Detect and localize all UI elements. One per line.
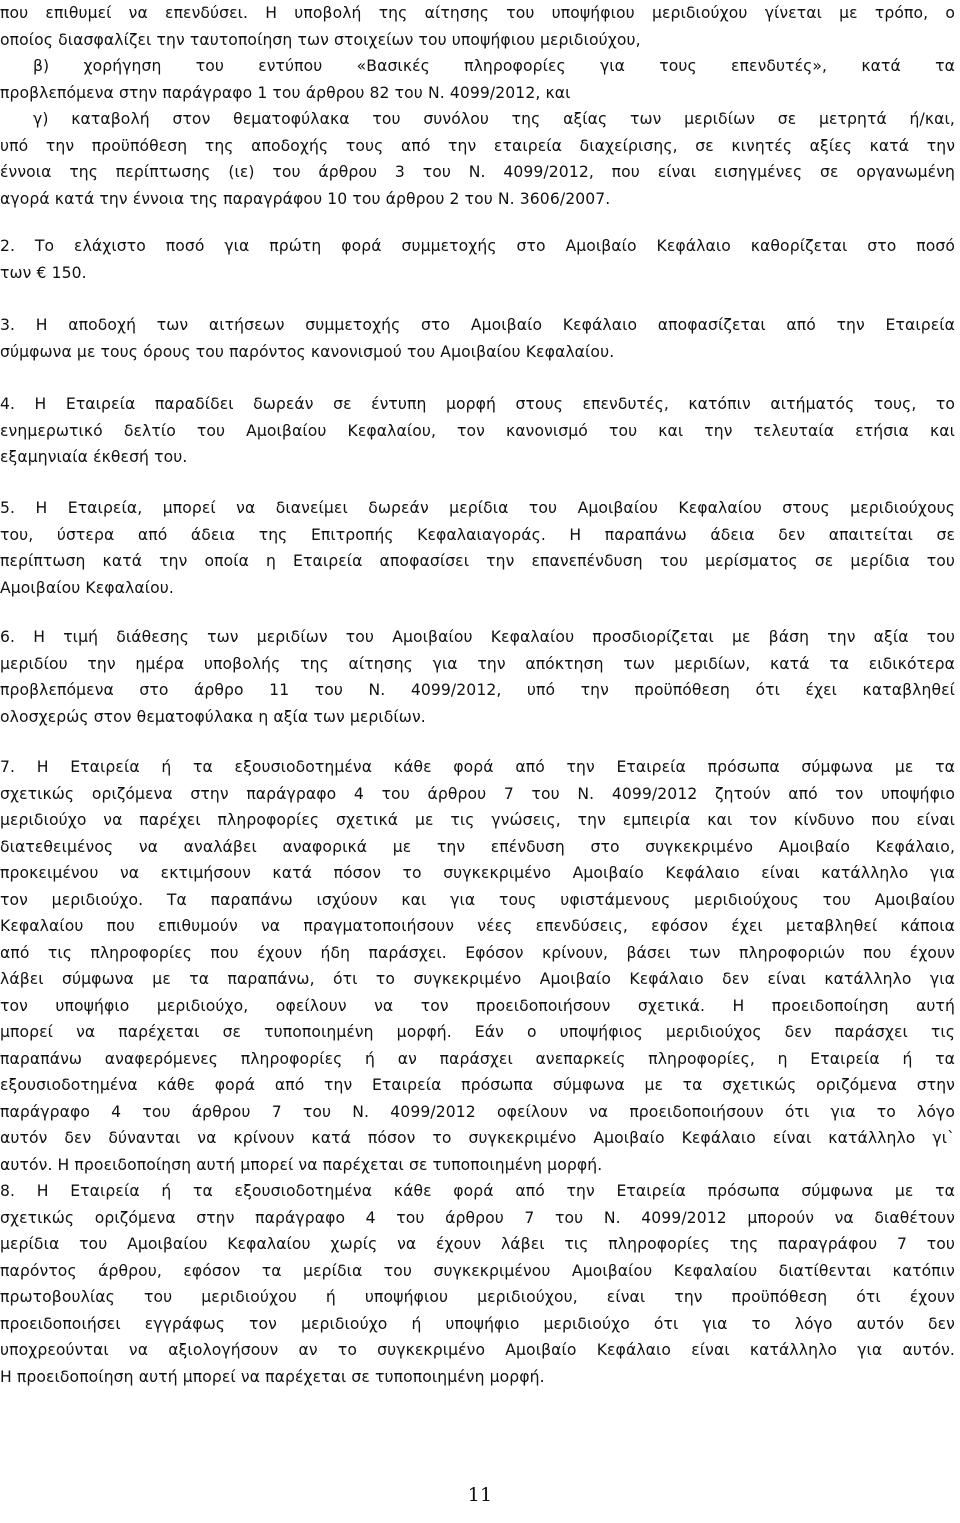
paragraph-5 bbox=[0, 495, 955, 601]
text-line: β) χορήγηση του εντύπου «Βασικές πληροφορίες για τους επενδυτές», κατά τα bbox=[33, 57, 955, 75]
text-line: που επιθυμεί να επενδύσει. Η υποβολή της αίτησης του υποψήφιου μεριδιούχου γίνεται με τρόπο, ο bbox=[0, 4, 955, 22]
text-line: μεριδίου την ημέρα υποβολής της αίτησης για την απόκτηση των μεριδίων, κατά τα ειδικότερα bbox=[0, 654, 955, 673]
paragraph-7 bbox=[0, 754, 955, 1178]
text-line: έννοια της περίπτωσης (ιε) του άρθρου 3 του Ν. 4099/2012, που είναι εισηγμένες σε οργανωμένη bbox=[0, 163, 955, 181]
text-line: τον μεριδιούχο. Τα παραπάνω ισχύουν και για τους υφιστάμενους μεριδιούχους του Αμοιβαίου bbox=[0, 890, 955, 909]
text-line: 2. Το ελάχιστο ποσό για πρώτη φορά συμμετοχής στο Αμοιβαίο Κεφάλαιο καθορίζεται στο ποσό bbox=[0, 237, 955, 255]
text-line: Αμοιβαίου Κεφαλαίου. bbox=[0, 578, 174, 597]
text-line: προβλεπόμενα στην παράγραφο 1 του άρθρου 82 του Ν. 4099/2012, και bbox=[0, 83, 571, 102]
text-line: γ) καταβολή στον θεματοφύλακα του συνόλου της αξίας των μεριδίων σε μετρητά ή/και, bbox=[33, 110, 955, 128]
text-line: λάβει σύμφωνα με τα παραπάνω, ότι το συγκεκριμένο Αμοιβαίο Κεφάλαιο δεν είναι κατάλληλο για bbox=[0, 970, 955, 988]
text-line: αυτόν. Η προειδοποίηση αυτή μπορεί να παρέχεται σε τυποποιημένη μορφή. bbox=[0, 1155, 603, 1174]
text-line: σχετικώς οριζόμενα στην παράγραφο 4 του άρθρου 7 του Ν. 4099/2012 μπορούν να διαθέτουν bbox=[0, 1208, 955, 1227]
text-line: υπό την προϋπόθεση της αποδοχής τους από την εταιρεία διαχείρισης, σε κινητές αξίες κατά την bbox=[0, 136, 955, 155]
text-line: αυτόν δεν δύνανται να κρίνουν κατά πόσον το συγκεκριμένο Αμοιβαίο Κεφάλαιο είναι κατάλληλο γι` bbox=[0, 1129, 955, 1147]
paragraph-3 bbox=[0, 312, 955, 365]
text-line: διατεθειμένος να αναλάβει αναφορικά με την επένδυση στο συγκεκριμένο Αμοιβαίο Κεφάλαιο, bbox=[0, 837, 955, 856]
text-line: παράγραφο 4 του άρθρου 7 του Ν. 4099/2012 οφείλουν να προειδοποιήσουν ότι για το λόγο bbox=[0, 1102, 955, 1121]
text-line: του, ύστερα από άδεια της Επιτροπής Κεφαλαιαγοράς. Η παραπάνω άδεια δεν απαιτείται σε bbox=[0, 525, 955, 544]
text-line: 8. Η Εταιρεία ή τα εξουσιοδοτημένα κάθε φορά από την Εταιρεία πρόσωπα σύμφωνα με τα bbox=[0, 1182, 955, 1200]
text-line: των € 150. bbox=[0, 263, 87, 282]
text-line: πρωτοβουλίας του μεριδιούχου ή υποψήφιου μεριδιούχου, είναι την προϋπόθεση ότι έχουν bbox=[0, 1288, 955, 1306]
text-line: υποχρεούνται να αξιολογήσουν αν το συγκεκριμένο Αμοιβαίο Κεφάλαιο είναι κατάλληλο για αυτόν. bbox=[0, 1341, 955, 1359]
text-line: προειδοποιήσει εγγράφως τον μεριδιούχο ή υποψήφιο μεριδιούχο ότι για το λόγο αυτόν δεν bbox=[0, 1314, 955, 1333]
text-line: προβλεπόμενα στο άρθρο 11 του Ν. 4099/2012, υπό την προϋπόθεση ότι έχει καταβληθεί bbox=[0, 681, 955, 699]
text-line: 3. Η αποδοχή των αιτήσεων συμμετοχής στο Αμοιβαίο Κεφάλαιο αποφασίζεται από την Εταιρεία bbox=[0, 316, 955, 334]
text-line: σύμφωνα με τους όρους του παρόντος κανονισμού του Αμοιβαίου Κεφαλαίου. bbox=[0, 342, 615, 361]
text-line: προκειμένου να εκτιμήσουν κατά πόσον το συγκεκριμένο Αμοιβαίο Κεφάλαιο είναι κατάλληλο για bbox=[0, 864, 955, 882]
text-line: ενημερωτικό δελτίο του Αμοιβαίου Κεφαλαίου, τον κανονισμό του και την τελευταία ετήσια και bbox=[0, 421, 955, 440]
text-line: 5. Η Εταιρεία, μπορεί να διανείμει δωρεάν μερίδια του Αμοιβαίου Κεφαλαίου στους μεριδιούχους bbox=[0, 499, 955, 517]
text-line: Κεφαλαίου που επιθυμούν να πραγματοποιήσουν νέες επενδύσεις, εφόσον έχει μεταβληθεί κάποια bbox=[0, 917, 955, 935]
text-line: παραπάνω αναφερόμενες πληροφορίες ή αν παράσχει ανεπαρκείς πληροφορίες, η Εταιρεία ή τα bbox=[0, 1049, 955, 1068]
text-line: εξουσιοδοτημένα κάθε φορά από την Εταιρεία πρόσωπα σύμφωνα με τα σχετικώς οριζόμενα στην bbox=[0, 1076, 955, 1094]
text-line: αγορά κατά την έννοια της παραγράφου 10 του άρθρου 2 του Ν. 3606/2007. bbox=[0, 189, 611, 208]
intro-section bbox=[0, 0, 955, 212]
text-line: τον υποψήφιο μεριδιούχο, οφείλουν να τον προειδοποιήσουν σχετικά. Η προειδοποίηση αυτή bbox=[0, 996, 955, 1015]
paragraph-8 bbox=[0, 1178, 955, 1390]
text-line: σχετικώς οριζόμενα στην παράγραφο 4 του άρθρου 7 του Ν. 4099/2012 ζητούν από τον υποψήφιο bbox=[0, 784, 955, 803]
paragraph-2 bbox=[0, 233, 955, 286]
text-line: περίπτωση κατά την οποία η Εταιρεία αποφασίσει την επανεπένδυση του μερίσματος σε μερίδια του bbox=[0, 552, 955, 570]
text-line: από τις πληροφορίες που έχουν ήδη παράσχει. Εφόσον κρίνουν, βάσει των πληροφοριών που έχουν bbox=[0, 943, 955, 962]
text-line: 4. Η Εταιρεία παραδίδει δωρεάν σε έντυπη μορφή στους επενδυτές, κατόπιν αιτήματός τους, το bbox=[0, 395, 955, 413]
text-line: μπορεί να παρέχεται σε τυποποιημένη μορφή. Εάν ο υποψήφιος μεριδιούχος δεν παράσχει τις bbox=[0, 1023, 955, 1041]
text-line: Η προειδοποίηση αυτή μπορεί να παρέχεται σε τυποποιημένη μορφή. bbox=[0, 1367, 545, 1386]
paragraph-4 bbox=[0, 391, 955, 471]
text-line: μερίδια του Αμοιβαίου Κεφαλαίου χωρίς να έχουν λάβει τις πληροφορίες της παραγράφου 7 του bbox=[0, 1235, 955, 1253]
page-number: 11 bbox=[467, 1484, 493, 1506]
text-line: εξαμηνιαία έκθεσή του. bbox=[0, 448, 188, 466]
text-line: οποίος διασφαλίζει την ταυτοποίηση των στοιχείων του υποψήφιου μεριδιούχου, bbox=[0, 30, 641, 49]
text-line: μεριδιούχο να παρέχει πληροφορίες σχετικά με τις γνώσεις, την εμπειρία και τον κίνδυνο που είναι bbox=[0, 811, 955, 829]
text-line: 7. Η Εταιρεία ή τα εξουσιοδοτημένα κάθε φορά από την Εταιρεία πρόσωπα σύμφωνα με τα bbox=[0, 758, 955, 776]
paragraph-6 bbox=[0, 624, 955, 730]
text-line: ολοσχερώς στον θεματοφύλακα η αξία των μεριδίων. bbox=[0, 707, 426, 726]
text-line: 6. Η τιμή διάθεσης των μεριδίων του Αμοιβαίου Κεφαλαίου προσδιορίζεται με βάση την αξία του bbox=[0, 628, 955, 646]
text-line: παρόντος άρθρου, εφόσον τα μερίδια του συγκεκριμένου Αμοιβαίου Κεφαλαίου διατίθενται κατόπιν bbox=[0, 1261, 955, 1280]
